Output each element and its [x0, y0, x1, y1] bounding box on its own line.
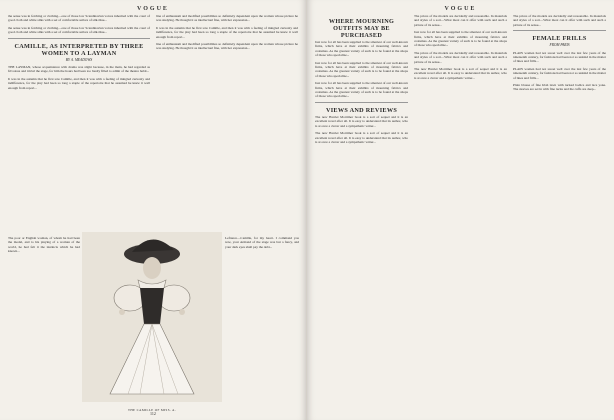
right-column-2: [414, 14, 507, 147]
article1-headline: WHERE MOURNING OUTFITS MAY BE PURCHASED: [328, 18, 395, 39]
right-page: [307, 0, 614, 420]
article-intro: THE LAYMAN, whose acquaintance with drama was slight because, in the main, he had regarded as frivolous and trivial the stage, for him the hours had been too busily filled to admit of the theatre habit...: [8, 65, 150, 74]
left-column-1: [8, 14, 150, 93]
article1-body: Just now for all has been supplied to the smartest of our well-known firms, which have at their exhibits of mourning fabrics and costumes. As the greatest variety of such is to be found at the shops of those who specialize...: [315, 40, 408, 58]
divider: [513, 30, 606, 31]
article3-body: PLAIN women had not sweet well over the last few years of the nineteenth century, for fashions had been not so unkind in the matter of lines and frills...: [513, 50, 606, 64]
right-col2-text: The prices of the models are decidedly and reasonable. In materials and styles of a sort—What most can it offer with such and such a picture of its sense...: [414, 14, 507, 27]
right-col2-text-end: The new Harriet Mortimer book is a sort of sequel and it is an excellent novel after all. It is easy to understand that its author, who is at once a clever and a sympathetic writer...: [414, 67, 507, 80]
right-bottom-text: Lefrance—Camille, for my heart. I command you now, your Armand of the stage was but a fancy, and your dark eyes shall pay the debt...: [225, 236, 299, 249]
article-byline: BY A. MEADOWS: [65, 57, 93, 62]
left-bottom-text: The poor or English woman, of whom he had been the model, and to his playing of a woman of the world, he had felt it the instincts which he had known...: [8, 236, 80, 254]
article-headline: CAMILLE, AS INTERPRETED BY THREE WOMEN TO A LAYMAN: [14, 42, 144, 57]
running-head-left: VOGUE: [137, 6, 169, 12]
right-column-1: [315, 14, 408, 147]
right-col2-text-cont: Just now for all has been supplied to the smartest of our well-known firms, which have at their exhibits of mourning fabrics and costumes. As the greatest variety of such is to be found at the shops of those who specialize...: [414, 30, 507, 48]
article1-body-more: Just now for all has been supplied to the smartest of our well-known firms, which have at their exhibits of mourning fabrics and costumes. As the greatest variety of such is to be found at the shops of those who specialize...: [315, 81, 408, 99]
article1-body-cont: Just now for all has been supplied to the smartest of our well-known firms, which have at their exhibits of mourning fabrics and costumes. As the greatest variety of such is to be found at the shops of those who specialize...: [315, 60, 408, 78]
divider: [8, 38, 150, 39]
right-column-3: [513, 14, 606, 147]
article2-headline: VIEWS AND REVIEWS: [325, 106, 398, 114]
page-number: 112: [150, 411, 156, 416]
left-top-columns: [8, 14, 298, 93]
right-col2-text-more: The prices of the models are decidedly and reasonable. In materials and styles of a sort—What most can it offer with such and such a picture of its sense...: [414, 50, 507, 64]
article2-body: The new Harriet Mortimer book is a sort of sequel and it is an excellent novel after all. It is easy to understand that its author, who is at once a clever and a sympathetic writer...: [315, 114, 408, 128]
running-head-right: VOGUE: [444, 6, 477, 12]
article3-byline: FROM PARIS: [549, 43, 570, 48]
left-col1-text-cont: the sense was in fetching or clothing—one of those low Scandinavian voices inherited with the court of good cloth and white silks with a set of comfortable sailors of silk-blue...: [8, 25, 150, 35]
figure-caption: THE CAMILLE OF MISS. A.: [128, 408, 176, 412]
right-col3-bottom: Plain blouse of fine Irish lawn with tucked bodice and lace yoke. The sleeves are set in with fine tucks and the cuffs are deep...: [513, 83, 606, 92]
left-col1-text: the sense was in fetching or clothing—one of those low Scandinavian voices inherited with the court of good cloth and white silks with a set of comfortable sailors of silk-blue...: [8, 14, 150, 23]
right-columns: [315, 14, 606, 147]
camille-illustration: [82, 232, 222, 412]
left-col2-text: line of enthusiasm and modified possibilities so definitely dependent upon the woman whose picture he was studying. He thought it as intellectual fine, with her expression...: [156, 14, 298, 23]
article3-headline: FEMALE FRILLS: [532, 35, 587, 43]
article3-body-cont: PLAIN women had not sweet well over the last few years of the nineteenth century, for fashions had been not so unkind in the matter of lines and frills...: [513, 66, 606, 80]
divider: [315, 102, 408, 103]
left-column-2: [156, 14, 298, 93]
right-col3-text: The prices of the models are decidedly and reasonable. In materials and styles of a sort—What most can it offer with such and such a picture of its sense...: [513, 14, 606, 27]
article2-body-cont: The new Harriet Mortimer book is a sort of sequel and it is an excellent novel after all. It is easy to understand that its author, who is at once a clever and a sympathetic writer...: [315, 131, 408, 144]
article-body: It was in the autumn that he first saw Camille, and then it was with a feeling of mingled curiosity and indifference, for the play had been so long a staple of the repertoire that he assumed he knew it well enough from report...: [8, 76, 150, 90]
left-col2-text-cont: It was in the autumn that he first saw Camille, and then it was with a feeling of mingled curiosity and indifference, for the play had been so long a staple of the repertoire that he assumed he knew it well enough from report...: [156, 25, 298, 39]
left-col2-text-more: line of enthusiasm and modified possibilities so definitely dependent upon the woman whose picture he was studying. He thought it as intellectual fine, with her expression...: [156, 42, 298, 51]
woman-figure-image: [82, 232, 222, 402]
